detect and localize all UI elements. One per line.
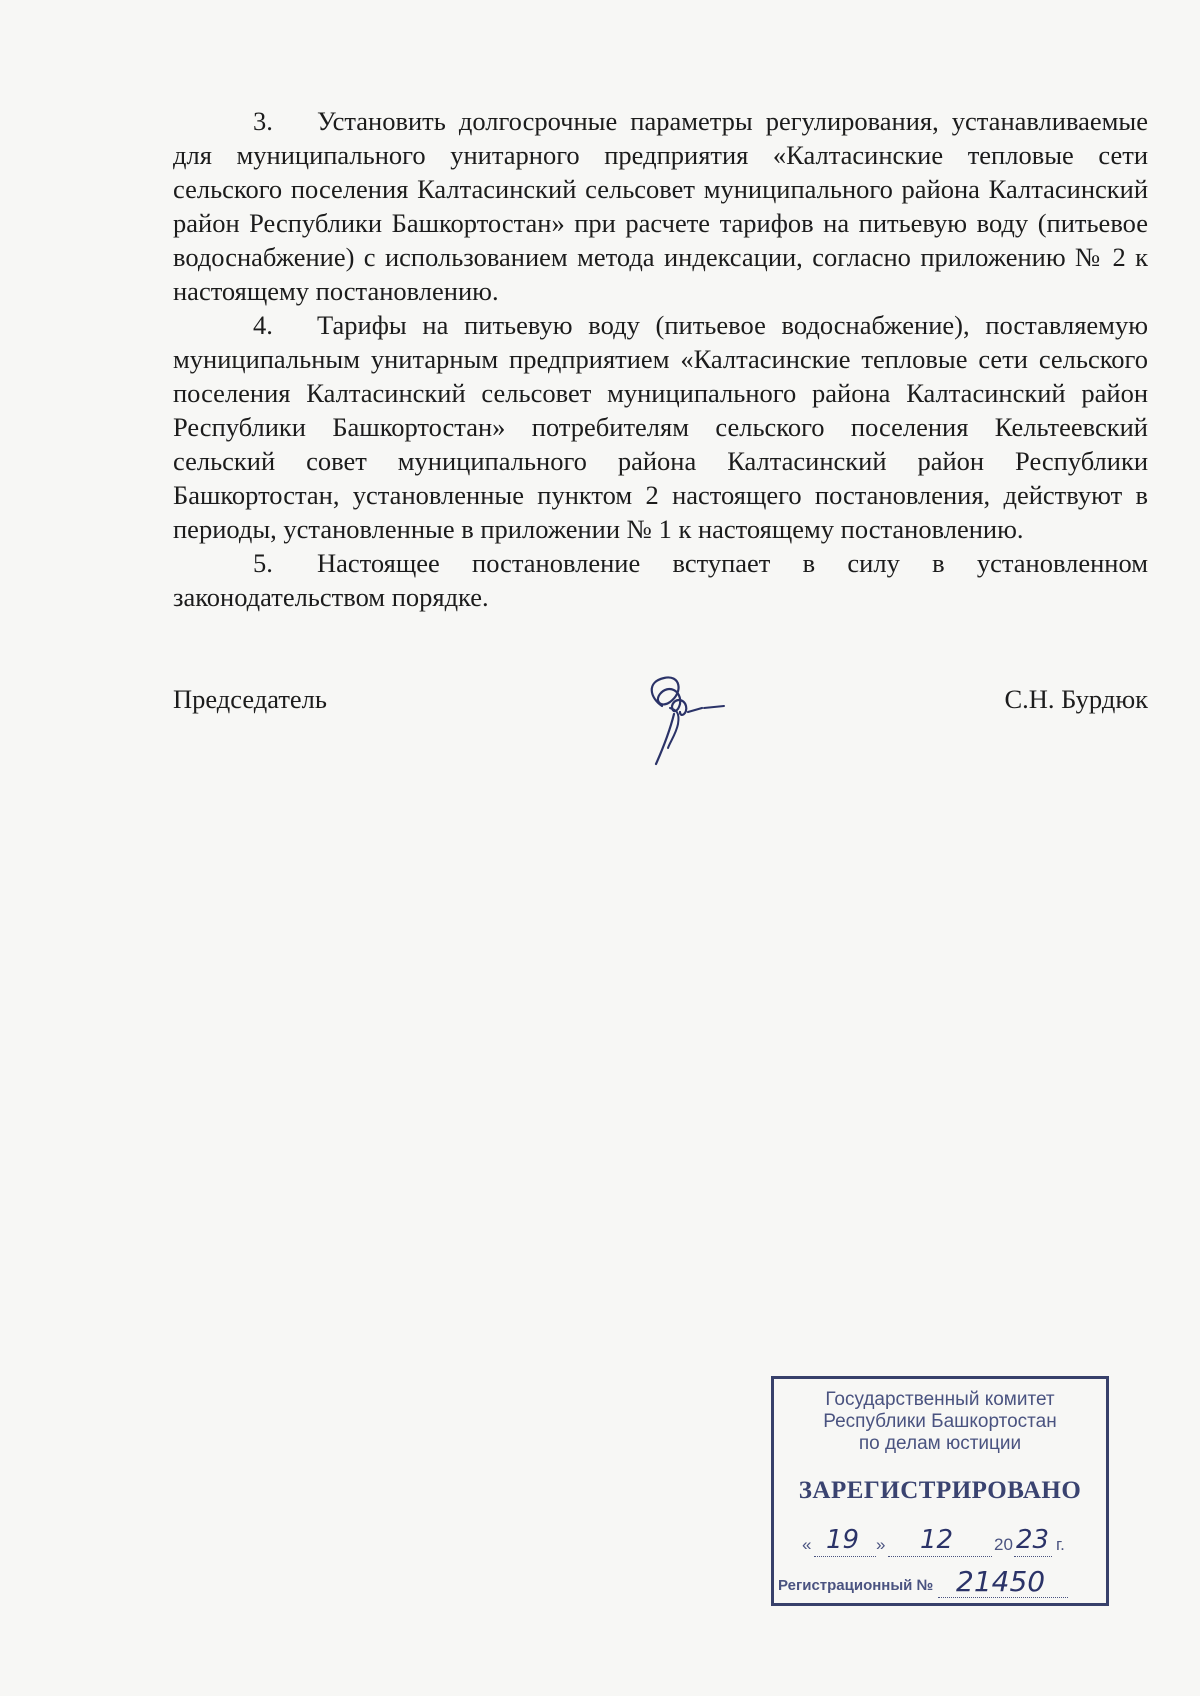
stamp-day: 19 xyxy=(826,1525,860,1555)
stamp-month: 12 xyxy=(920,1525,954,1555)
stamp-registered-label: ЗАРЕГИСТРИРОВАНО xyxy=(798,1477,1082,1504)
stamp-republic-line: Республики Башкортостан xyxy=(823,1411,1057,1432)
stamp-year-letter: г. xyxy=(1056,1535,1065,1554)
paragraph-text: Настоящее постановление вступает в силу в установленном законодательством порядке. xyxy=(173,548,1148,612)
handwritten-signature xyxy=(640,668,730,768)
paragraph-5 xyxy=(173,546,1148,614)
stamp-year-underline xyxy=(1014,1555,1052,1557)
stamp-open-quote: « xyxy=(802,1535,812,1554)
paragraph-number: 5. xyxy=(253,548,273,578)
stamp-close-quote: » xyxy=(876,1535,886,1554)
paragraph-4 xyxy=(173,308,1148,546)
signatory-title: Председатель xyxy=(173,684,327,714)
stamp-date xyxy=(802,1525,1092,1559)
stamp-year-prefix: 20 xyxy=(994,1535,1013,1554)
signatory-name: С.Н. Бурдюк xyxy=(1004,684,1148,714)
paragraph-number: 3. xyxy=(253,106,273,136)
paragraph-number: 4. xyxy=(253,310,273,340)
stamp-authority-line: Государственный комитет xyxy=(825,1389,1055,1410)
paragraph-text: Тарифы на питьевую воду (питьевое водоснабжение), поставляемую муниципальным унитарным предприятием «Калтасинские тепловые сети сельского поселения Калтасинский сельсовет муниципального района Калтасинский район Республики Башкортостан» потребителям сельского поселения Кельтеевский сельский совет муниципального района Калтасинский район Республики Башкортостан, установленные пунктом 2 настоящего постановления, действуют в периоды, установленные в приложении № 1 к настоящему постановлению. xyxy=(173,310,1148,544)
stamp-day-underline xyxy=(814,1555,876,1557)
paragraph-text: Установить долгосрочные параметры регулирования, устанавливаемые для муниципального унитарного предприятия «Калтасинские тепловые сети сельского поселения Калтасинский сельсовет муниципального района Калтасинский район Республики Башкортостан» при расчете тарифов на питьевую воду (питьевое водоснабжение) с использованием метода индексации, согласно приложению № 2 к настоящему постановлению. xyxy=(173,106,1148,306)
stamp-reg-label: Регистрационный № xyxy=(778,1577,934,1594)
document-body xyxy=(173,104,1148,614)
stamp-year-suffix: 23 xyxy=(1016,1525,1050,1555)
paragraph-3 xyxy=(173,104,1148,308)
stamp-registration-number xyxy=(778,1567,1098,1601)
stamp-department-line: по делам юстиции xyxy=(858,1433,1022,1454)
stamp-month-underline xyxy=(888,1555,992,1557)
registration-stamp xyxy=(771,1376,1109,1606)
stamp-reg-number: 21450 xyxy=(956,1565,1046,1598)
